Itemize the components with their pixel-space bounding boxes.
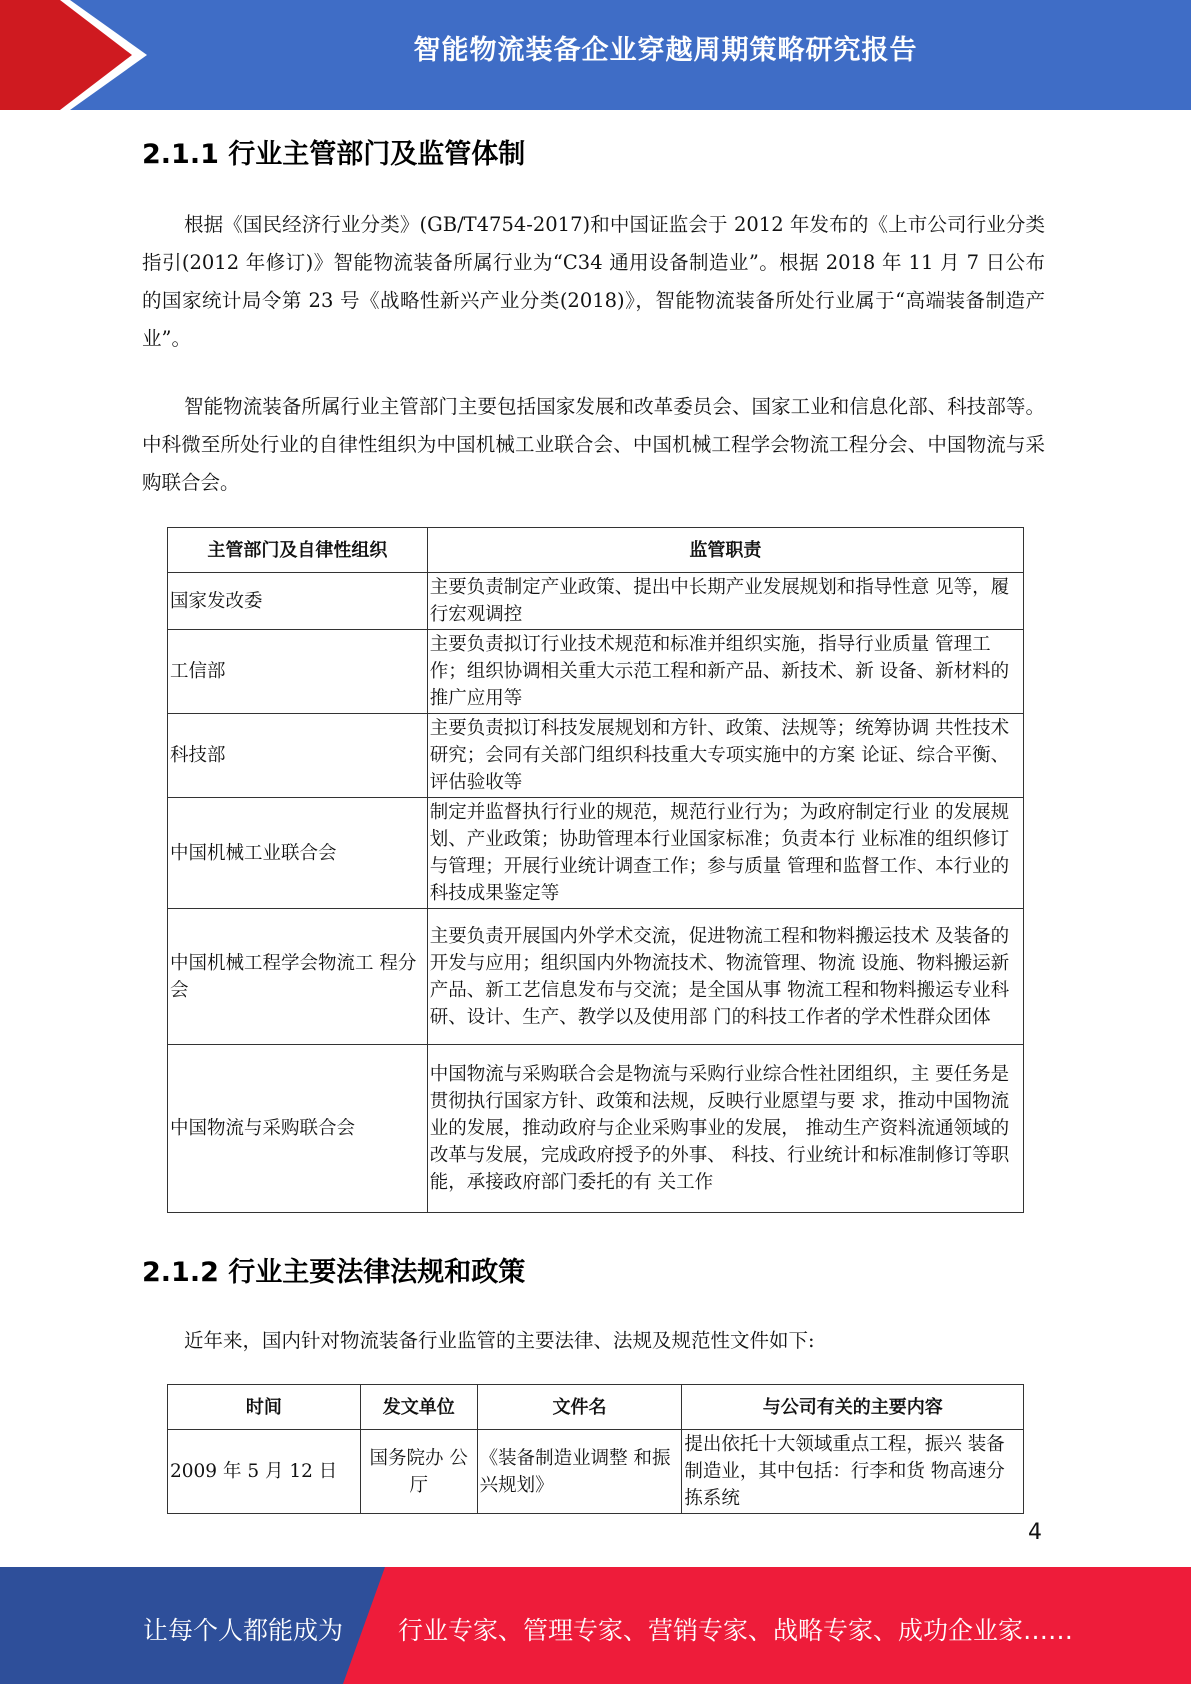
- table-row: [168, 1045, 1024, 1213]
- table-row: [168, 714, 1024, 798]
- column-header: 时间: [168, 1385, 361, 1430]
- paragraph-authorities: 智能物流装备所属行业主管部门主要包括国家发展和改革委员会、国家工业和信息化部、科技部等。中科微至所处行业的自律性组织为中国机械工业联合会、中国机械工程学会物流工程分会、中国物流与采购联合会。: [142, 395, 1045, 494]
- duty-cell: 主要负责拟订科技发展规划和方针、政策、法规等；统筹协调 共性技术研究；会同有关部门组织科技重大专项实施中的方案 论证、综合平衡、评估验收等: [427, 714, 1023, 798]
- section-heading-2-1-2: 2.1.2 行业主要法律法规和政策: [142, 1257, 526, 1288]
- duty-cell: 主要负责拟订行业技术规范和标准并组织实施，指导行业质量 管理工作；组织协调相关重大示范工程和新产品、新技术、新 设备、新材料的推广应用等: [427, 630, 1023, 714]
- table-row: [168, 630, 1024, 714]
- paragraph-laws-intro: 近年来，国内针对物流装备行业监管的主要法律、法规及规范性文件如下:: [184, 1329, 815, 1352]
- column-header: 主管部门及自律性组织: [168, 528, 428, 573]
- table-header-row: [168, 528, 1024, 573]
- table-row: [168, 573, 1024, 630]
- regulator-table: [167, 527, 1024, 1213]
- duty-cell: 主要负责开展国内外学术交流，促进物流工程和物料搬运技术 及装备的开发与应用；组织国内外物流技术、物流管理、物流 设施、物料搬运新产品、新工艺信息发布与交流；是全国从事 物流工程和物料搬运专业科研、设计、生产、教学以及使用部 门的科技工作者的学术性群众团体: [427, 909, 1023, 1045]
- column-header: 监管职责: [427, 528, 1023, 573]
- footer-banner: [0, 1567, 1191, 1684]
- report-title: 智能物流装备企业穿越周期策略研究报告: [413, 35, 918, 66]
- issuer-cell: 国务院办 公厅: [360, 1430, 477, 1514]
- footer-slogan-right: 行业专家、管理专家、营销专家、战略专家、成功企业家……: [398, 1616, 1074, 1645]
- organization-cell: 中国物流与采购联合会: [168, 1045, 428, 1213]
- header-arrow-icon: [0, 0, 160, 110]
- column-header: 文件名: [477, 1385, 682, 1430]
- column-header: 与公司有关的主要内容: [682, 1385, 1024, 1430]
- table-row: [168, 909, 1024, 1045]
- paragraph-industry-classification: 根据《国民经济行业分类》(GB/T4754-2017)和中国证监会于 2012 年发布的《上市公司行业分类指引(2012 年修订)》智能物流装备所属行业为“C34 通用设备制造业”。根据 2018 年 11 月 7 日公布的国家统计局令第 23 号《战略性新兴产业分类(2018)》，智能物流装备所处行业属于“高端装备制造产业”。: [142, 213, 1045, 350]
- organization-cell: 工信部: [168, 630, 428, 714]
- duty-cell: 主要负责制定产业政策、提出中长期产业发展规划和指导性意 见等，履行宏观调控: [427, 573, 1023, 630]
- column-header: 发文单位: [360, 1385, 477, 1430]
- table-header-row: [168, 1385, 1024, 1430]
- document-name-cell: 《装备制造业调整 和振兴规划》: [477, 1430, 682, 1514]
- duty-cell: 制定并监督执行行业的规范，规范行业行为；为政府制定行业 的发展规划、产业政策；协助管理本行业国家标准；负责本行 业标准的组织修订与管理；开展行业统计调查工作；参与质量 管理和监督工作、本行业的科技成果鉴定等: [427, 798, 1023, 909]
- footer-slogan-left: 让每个人都能成为: [143, 1616, 344, 1645]
- organization-cell: 中国机械工业联合会: [168, 798, 428, 909]
- table-row: [168, 1430, 1024, 1514]
- organization-cell: 科技部: [168, 714, 428, 798]
- duty-cell: 中国物流与采购联合会是物流与采购行业综合性社团组织，主 要任务是贯彻执行国家方针、政策和法规，反映行业愿望与要 求，推动中国物流业的发展，推动政府与企业采购事业的发展， 推动生产资料流通领域的改革与发展，完成政府授予的外事、 科技、行业统计和标准制修订等职能，承接政府部门委托的有 关工作: [427, 1045, 1023, 1213]
- laws-table: [167, 1384, 1024, 1514]
- organization-cell: 国家发改委: [168, 573, 428, 630]
- page-number: 4: [1028, 1520, 1042, 1545]
- content-cell: 提出依托十大领域重点工程，振兴 装备制造业，其中包括：行李和货 物高速分拣系统: [682, 1430, 1024, 1514]
- section-heading-2-1-1: 2.1.1 行业主管部门及监管体制: [142, 139, 526, 170]
- table-row: [168, 798, 1024, 909]
- organization-cell: 中国机械工程学会物流工 程分会: [168, 909, 428, 1045]
- header-banner: [0, 0, 1191, 110]
- date-cell: 2009 年 5 月 12 日: [168, 1430, 361, 1514]
